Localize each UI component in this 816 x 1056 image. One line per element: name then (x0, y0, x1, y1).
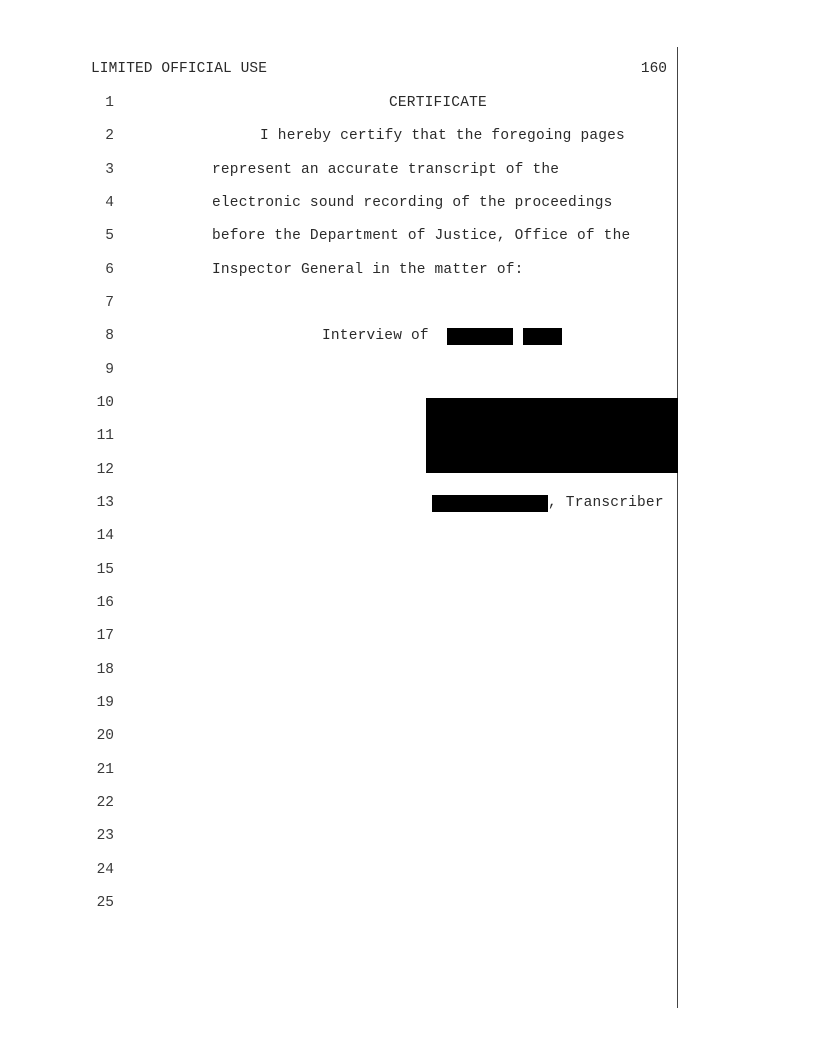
redaction-box (447, 328, 513, 345)
line-number: 2 (105, 128, 114, 144)
line-number: 24 (96, 862, 114, 878)
line-number: 23 (96, 828, 114, 844)
certificate-text-line: electronic sound recording of the proceedings (212, 195, 613, 211)
line-number: 10 (96, 395, 114, 411)
line-number: 12 (96, 462, 114, 478)
line-number: 21 (96, 762, 114, 778)
line-number: 14 (96, 528, 114, 544)
line-number: 1 (105, 95, 114, 111)
line-number: 11 (96, 428, 114, 444)
transcriber-label: , Transcriber (548, 495, 664, 511)
line-number: 20 (96, 728, 114, 744)
line-number: 22 (96, 795, 114, 811)
line-number: 7 (105, 295, 114, 311)
page-number: 160 (640, 61, 667, 77)
interview-label: Interview of (322, 328, 429, 344)
line-number: 17 (96, 628, 114, 644)
certificate-text-line: before the Department of Justice, Office of the (212, 228, 631, 244)
right-margin-rule (677, 47, 678, 1008)
line-number: 8 (105, 328, 114, 344)
certificate-title: CERTIFICATE (389, 95, 487, 111)
line-number: 9 (105, 362, 114, 378)
line-number: 25 (96, 895, 114, 911)
line-number: 13 (96, 495, 114, 511)
line-number: 4 (105, 195, 114, 211)
certificate-text-line: Inspector General in the matter of: (212, 262, 524, 278)
certificate-text-line: I hereby certify that the foregoing pages (260, 128, 625, 144)
certificate-text-line: represent an accurate transcript of the (212, 162, 560, 178)
redaction-block (426, 398, 678, 473)
line-number: 3 (105, 162, 114, 178)
redaction-box (432, 495, 548, 512)
line-number: 16 (96, 595, 114, 611)
classification-header: LIMITED OFFICIAL USE (91, 61, 268, 77)
line-number: 19 (96, 695, 114, 711)
line-number: 6 (105, 262, 114, 278)
line-number: 18 (96, 662, 114, 678)
line-number: 15 (96, 562, 114, 578)
redaction-box (523, 328, 562, 345)
line-number: 5 (105, 228, 114, 244)
